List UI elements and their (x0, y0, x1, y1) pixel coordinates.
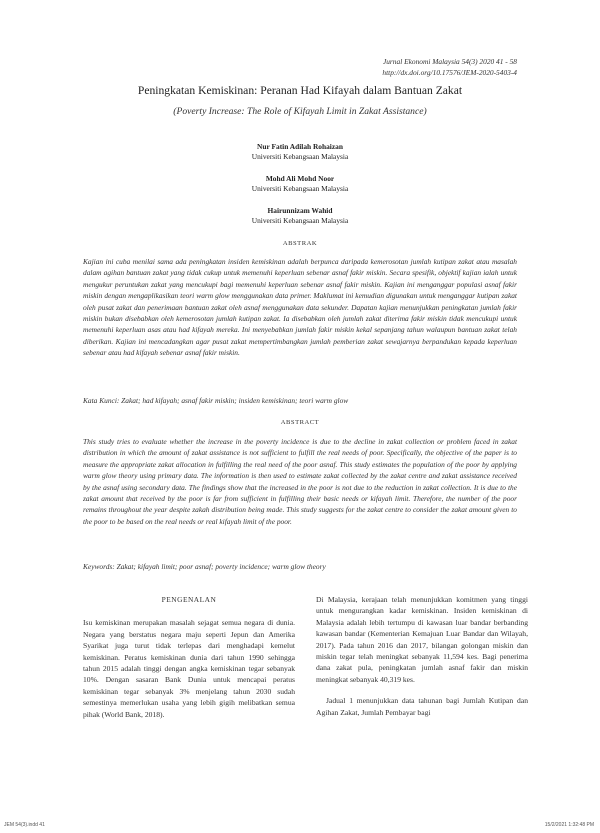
body-paragraph: Isu kemiskinan merupakan masalah sejagat semua negara di dunia. Negara yang berstatus negara maju seperti Jepun dan Amerika Syarikat juga turut tidak terlepas dari menghadapi kemelut kemiskinan. Peratus kemiskinan dunia dari tahun 1990 sehingga tahun 2015 adalah tinggi dengan angka kemiskinan tegar sebanyak 10%. Dengan sasaran Bank Dunia untuk mencapai peratus kemiskinan tegar sebanyak 3% menjelang tahun 2030 sudah semestinya memerlukan usaha yang lebih gigih melibatkan semua pihak (World Bank, 2018). (83, 618, 295, 719)
body-column-left (83, 594, 295, 730)
author-name: Hairunnizam Wahid (267, 206, 333, 215)
body-paragraph: Jadual 1 menunjukkan data tahunan bagi Jumlah Kutipan dan Agihan Zakat, Jumlah Pembayar bagi (316, 696, 528, 717)
footer-timestamp: 15/2/2021 1:32:48 PM (544, 822, 594, 828)
footer-file-info: JEM 54(3).indd 41 (4, 822, 45, 828)
abstrak-keywords: Kata Kunci: Zakat; had kifayah; asnaf fakir miskin; insiden kemiskinan; teori warm glow (83, 396, 349, 405)
author-affiliation: Universiti Kebangsaan Malaysia (251, 184, 349, 193)
print-footer (0, 822, 600, 833)
abstract-body: This study tries to evaluate whether the increase in the poverty incidence is due to the decline in zakat collection or problem faced in zakat distribution in which the amount of zakat assistance is not sufficient to fulfill the real needs of poor. Specifically, the objective of the paper is to measure the appropriate zakat allocation in fulfilling the real need of the poor asnaf. This study estimates the population of the poor by applying warm glow theory using primary data. The information is then used to estimate zakat collected by the zakat centre and zakat assistance received by the asnaf using secondary data. The findings show that the increased in the poor is not due to the reduction in zakat collection. It is due to the zakat amount that received by the poor is far from sufficient in fulfilling their basic needs or kifayah limit. Therefore, the number of the poor remains throughout the year despite zakah distribution being made. This study suggests for the zakat centre to consider the zakat amount given to the poor to be based on the real needs or real kifayah limit of the poor. (83, 437, 517, 526)
abstract-keywords: Keywords: Zakat; kifayah limit; poor asnaf; poverty incidence; warm glow theory (83, 562, 326, 571)
author-block (0, 174, 600, 194)
journal-doi: http://dx.doi.org/10.17576/JEM-2020-5403-4 (382, 68, 517, 77)
body-paragraph: Di Malaysia, kerajaan telah menunjukkan komitmen yang tinggi untuk mengurangkan kadar kemiskinan. Insiden kemiskinan di Malaysia adalah lebih tertumpu di kawasan luar bandar berbanding kawasan bandar (Kementerian Kemajuan Luar Bandar dan Wilayah, 2017). Pada tahun 2016 dan 2017, bilangan golongan miskin dan miskin tegar telah meningkat sebanyak 11,594 kes. Bagi penerima dana zakat pula, peningkatan jumlah asnaf fakir dan miskin meningkat sebanyak 40,319 kes. (316, 595, 528, 684)
section-heading: PENGENALAN (161, 595, 217, 604)
author-block (0, 206, 600, 226)
author-list (0, 142, 600, 238)
abstrak-body: Kajian ini cuba menilai sama ada peningkatan insiden kemiskinan adalah berpunca daripada kemerosotan jumlah kutipan zakat atau masalah dalam agihan bantuan zakat yang tidak cukup untuk memenuhi keperluan sebenar asnaf fakir miskin. Secara spesifik, objektif kajian ialah untuk mengukur peruntukan zakat yang mencukupi bagi memenuhi keperluan sebenar asnaf fakir miskin. Kajian ini menganggar populasi asnaf fakir miskin dengan mengaplikasikan teori warm glow menggunakan data primer. Maklumat ini kemudian digunakan untuk menganggar kutipan zakat oleh pusat zakat dan penerimaan bantuan zakat oleh asnaf menggunakan data sekunder. Dapatan kajian menunjukkan peningkatan jumlah fakir miskin bukan disebabkan oleh kemerosotan jumlah kutipan zakat. Ia disebabkan oleh jumlah zakat diterima fakir miskin tidak mencukupi untuk memenuhi keperluan asas atau had kifayah mereka. Ini menyebabkan jumlah fakir miskin kekal sepanjang tahun walaupun bantuan zakat telah diberikan. Kajian ini mencadangkan agar pusat zakat mempertimbangkan jumlah pemberian zakat sewajarnya berpandukan kepada keperluan sebenar atau had kifayah sebenar asnaf fakir miskin. (83, 257, 517, 358)
author-affiliation: Universiti Kebangsaan Malaysia (251, 216, 349, 225)
abstract-heading: ABSTRACT (280, 419, 320, 426)
author-affiliation: Universiti Kebangsaan Malaysia (251, 152, 349, 161)
author-name: Nur Fatin Adilah Rohaizan (257, 142, 343, 151)
body-column-right (316, 594, 528, 728)
paper-title: Peningkatan Kemiskinan: Peranan Had Kifayah dalam Bantuan Zakat (137, 84, 463, 97)
author-block (0, 142, 600, 162)
paper-subtitle: (Poverty Increase: The Role of Kifayah Limit in Zakat Assistance) (173, 106, 427, 117)
abstrak-heading: ABSTRAK (282, 240, 318, 247)
author-name: Mohd Ali Mohd Noor (265, 174, 335, 183)
journal-citation: Jurnal Ekonomi Malaysia 54(3) 2020 41 - 58 (382, 57, 517, 66)
journal-header (382, 56, 517, 78)
